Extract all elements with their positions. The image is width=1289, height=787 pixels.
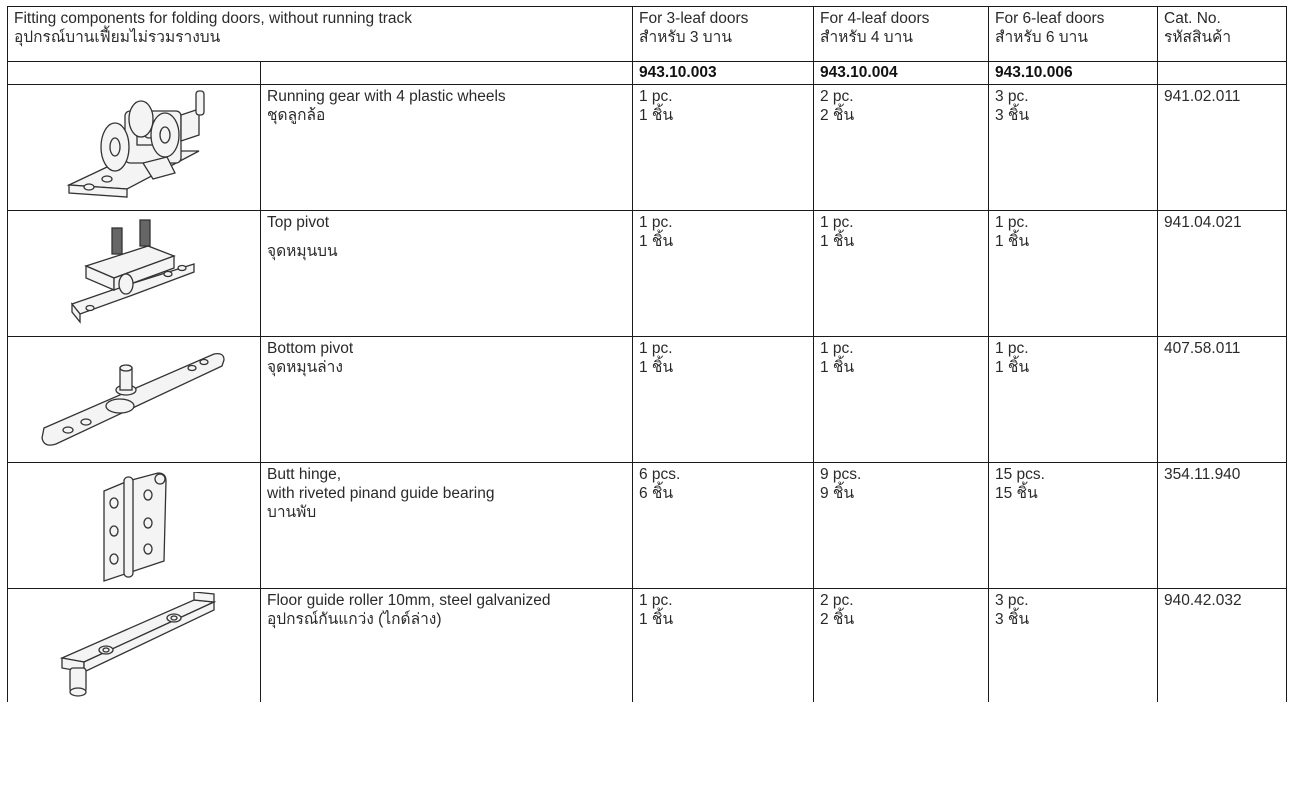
top-pivot-icon [64, 216, 204, 332]
item-description: Top pivot จุดหมุนบน [261, 211, 633, 337]
table-title-th: อุปกรณ์บานเฟี้ยมไม่รวมรางบน [14, 29, 221, 46]
item-image-cell [8, 337, 261, 463]
cat-no: 941.04.021 [1158, 211, 1287, 337]
table-title-en: Fitting components for folding doors, without running track [14, 10, 413, 27]
col-header-cat-no: Cat. No. รหัสสินค้า [1158, 7, 1287, 62]
qty-4-leaf: 2 pc. 2 ชิ้น [814, 589, 989, 703]
table-row [8, 85, 1287, 211]
fittings-table [7, 6, 1287, 702]
qty-4-leaf: 2 pc. 2 ชิ้น [814, 85, 989, 211]
bottom-pivot-icon [34, 344, 234, 456]
qty-6-leaf: 3 pc. 3 ชิ้น [989, 85, 1158, 211]
cat-no: 354.11.940 [1158, 463, 1287, 589]
table-row [8, 463, 1287, 589]
item-image-cell [8, 463, 261, 589]
qty-6-leaf: 1 pc. 1 ชิ้น [989, 211, 1158, 337]
col-header-4-leaf: For 4-leaf doors สำหรับ 4 บาน [814, 7, 989, 62]
qty-3-leaf: 1 pc. 1 ชิ้น [633, 211, 814, 337]
cat-no: 941.02.011 [1158, 85, 1287, 211]
qty-4-leaf: 1 pc. 1 ชิ้น [814, 337, 989, 463]
item-description: Floor guide roller 10mm, steel galvanized อุปกรณ์กันแกว่ง (ไกด์ล่าง) [261, 589, 633, 703]
cat-no: 407.58.011 [1158, 337, 1287, 463]
item-description: Bottom pivot จุดหมุนล่าง [261, 337, 633, 463]
table-row [8, 589, 1287, 703]
qty-6-leaf: 15 pcs. 15 ชิ้น [989, 463, 1158, 589]
col-header-6-leaf: For 6-leaf doors สำหรับ 6 บาน [989, 7, 1158, 62]
qty-3-leaf: 1 pc. 1 ชิ้น [633, 337, 814, 463]
item-description: Butt hinge, with riveted pinand guide bearing บานพับ [261, 463, 633, 589]
item-image-cell [8, 211, 261, 337]
running-gear-icon [49, 89, 219, 207]
qty-4-leaf: 1 pc. 1 ชิ้น [814, 211, 989, 337]
item-image-cell [8, 85, 261, 211]
kit-number-6-leaf: 943.10.006 [989, 62, 1158, 85]
header-row [8, 7, 1287, 62]
qty-6-leaf: 1 pc. 1 ชิ้น [989, 337, 1158, 463]
kit-number-4-leaf: 943.10.004 [814, 62, 989, 85]
qty-4-leaf: 9 pcs. 9 ชิ้น [814, 463, 989, 589]
table-row [8, 211, 1287, 337]
cat-no: 940.42.032 [1158, 589, 1287, 703]
table-row [8, 337, 1287, 463]
qty-3-leaf: 1 pc. 1 ชิ้น [633, 85, 814, 211]
qty-6-leaf: 3 pc. 3 ชิ้น [989, 589, 1158, 703]
item-image-cell [8, 589, 261, 703]
qty-3-leaf: 1 pc. 1 ชิ้น [633, 589, 814, 703]
floor-guide-roller-icon [44, 592, 224, 700]
kit-number-row [8, 62, 1287, 85]
butt-hinge-icon [94, 469, 174, 583]
kit-number-3-leaf: 943.10.003 [633, 62, 814, 85]
qty-3-leaf: 6 pcs. 6 ชิ้น [633, 463, 814, 589]
col-header-3-leaf: For 3-leaf doors สำหรับ 3 บาน [633, 7, 814, 62]
item-description: Running gear with 4 plastic wheels ชุดลูกล้อ [261, 85, 633, 211]
table-title-cell [8, 7, 633, 62]
